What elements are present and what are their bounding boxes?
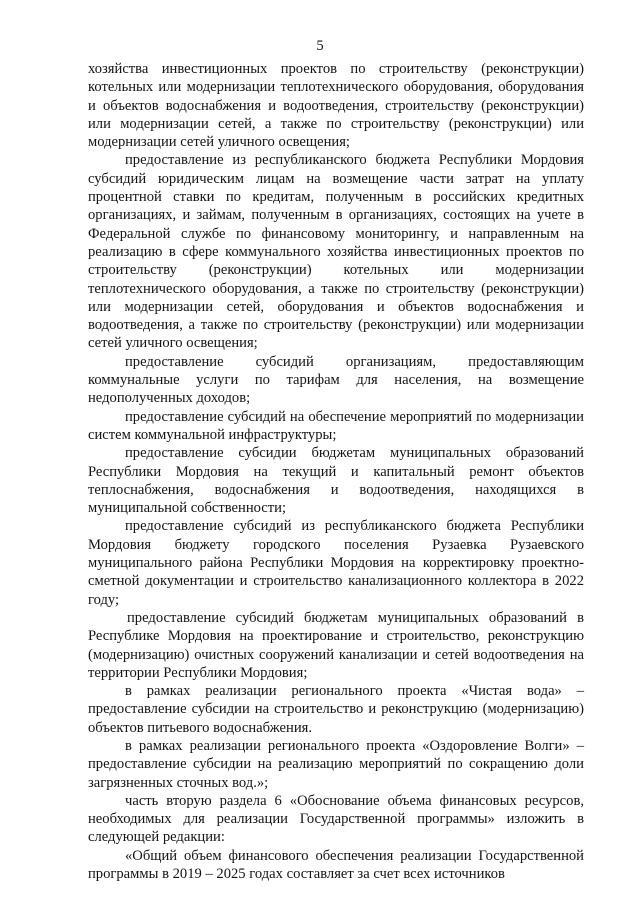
page-number: 5 bbox=[316, 38, 324, 54]
paragraph-1: хозяйства инвестиционных проектов по строительству (реконструкции) котельных или модернизации теплотехнического оборудования, оборудования и объектов водоснабжения и водоотведения, строительству (реконструкции) или модернизации сетей, а также по строительству (реконструкции) или модернизации сетей уличного освещения; bbox=[88, 61, 584, 151]
paragraph-2: предоставление из республиканского бюджета Республики Мордовия субсидий юридическим лицам на возмещение части затрат на уплату процентной ставки по кредитам, полученным в российских кредитных организациях, и займам, полученным в организациях, состоящих на учете в Федеральной службе по финансовому мониторингу, и направленным на реализацию в сфере коммунального хозяйства инвестиционных проектов по строительству (реконструкции) котельных или модернизации теплотехнического оборудования, а также по строительству (реконструкции) или модернизации сетей, оборудования и объектов водоснабжения и водоотведения, а также по строительству (реконструкции) или модернизации сетей уличного освещения; bbox=[88, 152, 584, 352]
paragraph-10: часть вторую раздела 6 «Обоснование объема финансовых ресурсов, необходимых для реализации Государственной программы» изложить в следующей редакции: bbox=[88, 792, 584, 846]
paragraph-4: предоставление субсидий на обеспечение мероприятий по модернизации систем коммунальной инфраструктуры; bbox=[88, 408, 584, 443]
paragraph-6: предоставление субсидий из республиканского бюджета Республики Мордовия бюджету городского поселения Рузаевка Рузаевского муниципального района Республики Мордовия на корректировку проектно-сметной документации и строительство канализационного коллектора в 2022 году; bbox=[88, 518, 584, 608]
paragraph-11: «Общий объем финансового обеспечения реализации Государственной программы в 2019 – 2025 годах составляет за счет всех источников bbox=[88, 847, 584, 883]
paragraph-7: предоставление субсидий бюджетам муниципальных образований в Республике Мордовия на проектирование и строительство, реконструкцию (модернизацию) очистных сооружений канализации и сетей водоотведения на территории Республики Мордовия; bbox=[88, 609, 584, 681]
paragraph-9: в рамках реализации регионального проекта «Оздоровление Волги» – предоставление субсидии на реализацию мероприятий по сокращению доли загрязненных сточных вод.»; bbox=[88, 737, 584, 791]
paragraph-8: в рамках реализации регионального проекта «Чистая вода» – предоставление субсидии на строительство и реконструкцию (модернизацию) объектов питьевого водоснабжения. bbox=[88, 683, 584, 736]
paragraph-3: предоставление субсидий организациям, предоставляющим коммунальные услуги по тарифам для населения, на возмещение недополученных доходов; bbox=[88, 353, 584, 407]
document-body bbox=[88, 60, 584, 883]
paragraph-5: предоставление субсидии бюджетам муниципальных образований Республики Мордовия на текущий и капитальный ремонт объектов теплоснабжения, водоснабжения и водоотведения, находящихся в муниципальной собственности; bbox=[88, 445, 584, 517]
